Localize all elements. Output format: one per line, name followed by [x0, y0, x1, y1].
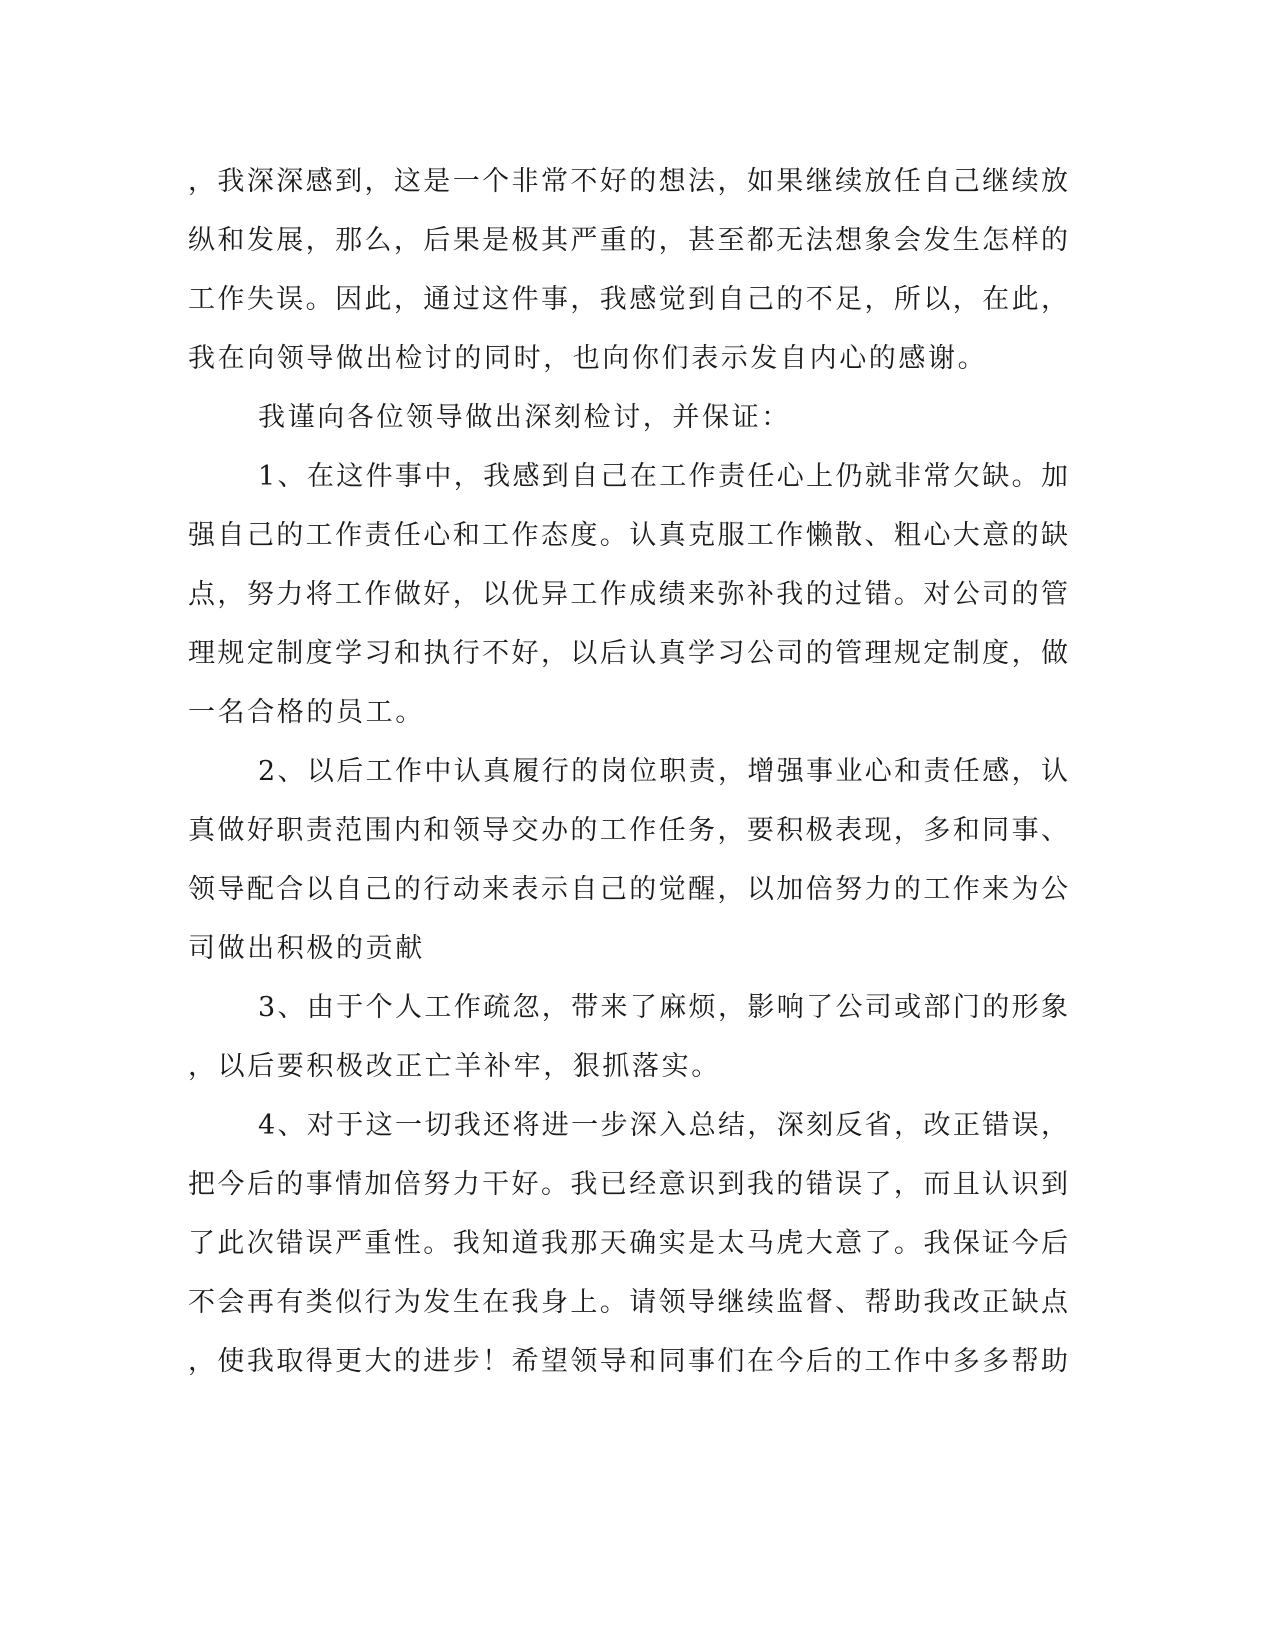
- text-line: ，我深深感到，这是一个非常不好的想法，如果继续放任自己继续放: [188, 166, 1068, 197]
- text-line: 我谨向各位领导做出深刻检讨，并保证：: [258, 402, 791, 433]
- text-line: 点，努力将工作做好，以优异工作成绩来弥补我的过错。对公司的管: [188, 579, 1068, 610]
- text-line: ，使我取得更大的进步！希望领导和同事们在今后的工作中多多帮助: [188, 1346, 1068, 1377]
- text-line: 真做好职责范围内和领导交办的工作任务，要积极表现，多和同事、: [188, 815, 1068, 846]
- text-line: 强自己的工作责任心和工作态度。认真克服工作懒散、粗心大意的缺: [188, 520, 1068, 551]
- text-line: 了此次错误严重性。我知道我那天确实是太马虎大意了。我保证今后: [188, 1228, 1068, 1259]
- text-line: 司做出积极的贡献: [188, 933, 425, 964]
- text-line: 1、在这件事中，我感到自己在工作责任心上仍就非常欠缺。加: [258, 461, 1068, 492]
- text-line: 4、对于这一切我还将进一步深入总结，深刻反省，改正错误，: [258, 1110, 1068, 1141]
- text-line: 把今后的事情加倍努力干好。我已经意识到我的错误了，而且认识到: [188, 1169, 1068, 1200]
- text-line: 纵和发展，那么，后果是极其严重的，甚至都无法想象会发生怎样的: [188, 225, 1068, 256]
- text-line: 不会再有类似行为发生在我身上。请领导继续监督、帮助我改正缺点: [188, 1287, 1068, 1318]
- text-line: 我在向领导做出检讨的同时，也向你们表示发自内心的感谢。: [188, 343, 988, 374]
- text-line: 理规定制度学习和执行不好，以后认真学习公司的管理规定制度，做: [188, 638, 1068, 669]
- text-line: 2、以后工作中认真履行的岗位职责，增强事业心和责任感，认: [258, 756, 1068, 787]
- text-line: ，以后要积极改正亡羊补牢，狠抓落实。: [188, 1051, 721, 1082]
- text-line: 领导配合以自己的行动来表示自己的觉醒，以加倍努力的工作来为公: [188, 874, 1068, 905]
- text-line: 工作失误。因此，通过这件事，我感觉到自己的不足，所以，在此，: [188, 284, 1068, 315]
- text-line: 3、由于个人工作疏忽，带来了麻烦，影响了公司或部门的形象: [258, 992, 1068, 1023]
- text-line: 一名合格的员工。: [188, 697, 425, 728]
